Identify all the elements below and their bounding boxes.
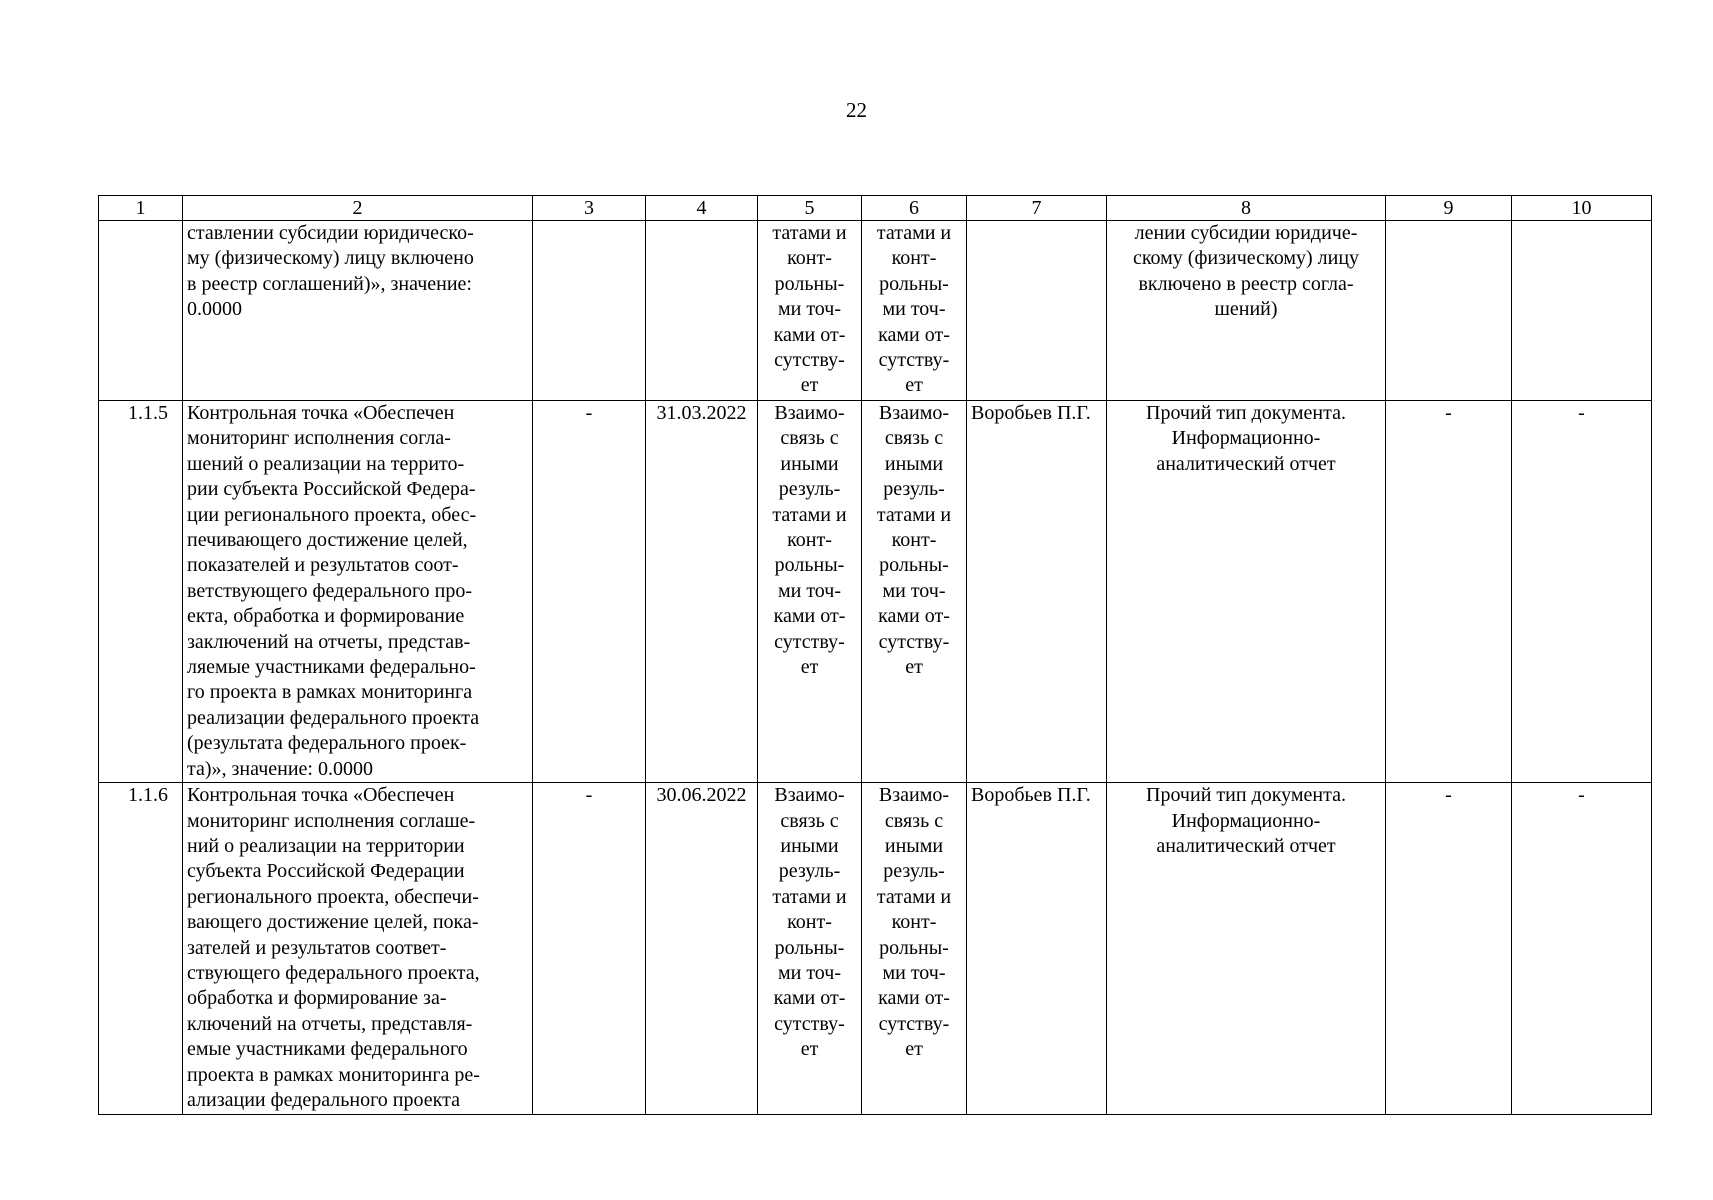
table-row bbox=[99, 401, 1652, 783]
header-row bbox=[99, 196, 1652, 221]
document-type-cell: Прочий тип документа. Информационно- аналитический отчет bbox=[1107, 401, 1386, 783]
table-cell bbox=[533, 221, 646, 401]
page-number: 22 bbox=[846, 98, 867, 122]
column-header: 8 bbox=[1107, 196, 1386, 221]
column-header: 1 bbox=[99, 196, 183, 221]
table-cell: - bbox=[1512, 401, 1652, 783]
date-cell bbox=[646, 221, 758, 401]
table-cell bbox=[1386, 221, 1512, 401]
relation-cell: татами и конт- рольны- ми точ- ками от- сутству- ет bbox=[862, 221, 967, 401]
document-table bbox=[98, 195, 1652, 1115]
date-cell: 31.03.2022 bbox=[646, 401, 758, 783]
column-header: 10 bbox=[1512, 196, 1652, 221]
table-cell: - bbox=[533, 783, 646, 1115]
responsible-cell: Воробьев П.Г. bbox=[967, 783, 1107, 1115]
relation-cell: Взаимо- связь с иными резуль- татами и конт- рольны- ми точ- ками от- сутству- ет bbox=[758, 783, 862, 1115]
column-header: 7 bbox=[967, 196, 1107, 221]
column-header: 5 bbox=[758, 196, 862, 221]
row-number-cell bbox=[99, 221, 183, 401]
column-header: 4 bbox=[646, 196, 758, 221]
document-type-cell: Прочий тип документа. Информационно- аналитический отчет bbox=[1107, 783, 1386, 1115]
responsible-cell bbox=[967, 221, 1107, 401]
relation-cell: Взаимо- связь с иными резуль- татами и конт- рольны- ми точ- ками от- сутству- ет bbox=[862, 783, 967, 1115]
row-number-cell: 1.1.5 bbox=[99, 401, 183, 783]
table-row bbox=[99, 783, 1652, 1115]
description-cell: Контрольная точка «Обеспечен мониторинг исполнения согла- шений о реализации на террито- рии субъекта Российской Федера- ции регионального проекта, обес- печивающего достижение целей, показателей и результатов соот- ветствующего федерального про- екта, обработка и формирование заключений на отчеты, представ- ляемые участниками федерально- го проекта в рамках мониторинга реализации федерального проекта (результата федерального проек- та)», значение: 0.0000 bbox=[183, 401, 533, 783]
column-header: 6 bbox=[862, 196, 967, 221]
relation-cell: Взаимо- связь с иными резуль- татами и конт- рольны- ми точ- ками от- сутству- ет bbox=[758, 401, 862, 783]
column-header: 9 bbox=[1386, 196, 1512, 221]
table-cell bbox=[1512, 221, 1652, 401]
responsible-cell: Воробьев П.Г. bbox=[967, 401, 1107, 783]
document-type-cell: лении субсидии юридиче- скому (физическому) лицу включено в реестр согла- шений) bbox=[1107, 221, 1386, 401]
description-cell: Контрольная точка «Обеспечен мониторинг исполнения соглаше- ний о реализации на территории субъекта Российской Федерации регионального проекта, обеспечи- вающего достижение целей, пока- зателей и результатов соответ- ствующего федерального проекта, обработка и формирование за- ключений на отчеты, представля- емые участниками федерального проекта в рамках мониторинга ре- ализации федерального проекта bbox=[183, 783, 533, 1115]
row-number-cell: 1.1.6 bbox=[99, 783, 183, 1115]
table-row bbox=[99, 221, 1652, 401]
relation-cell: Взаимо- связь с иными резуль- татами и конт- рольны- ми точ- ками от- сутству- ет bbox=[862, 401, 967, 783]
table-cell: - bbox=[1512, 783, 1652, 1115]
relation-cell: татами и конт- рольны- ми точ- ками от- сутству- ет bbox=[758, 221, 862, 401]
column-header: 2 bbox=[183, 196, 533, 221]
table-cell: - bbox=[533, 401, 646, 783]
date-cell: 30.06.2022 bbox=[646, 783, 758, 1115]
description-cell: ставлении субсидии юридическо- му (физическому) лицу включено в реестр соглашений)», значение: 0.0000 bbox=[183, 221, 533, 401]
column-header: 3 bbox=[533, 196, 646, 221]
table-cell: - bbox=[1386, 401, 1512, 783]
table-cell: - bbox=[1386, 783, 1512, 1115]
